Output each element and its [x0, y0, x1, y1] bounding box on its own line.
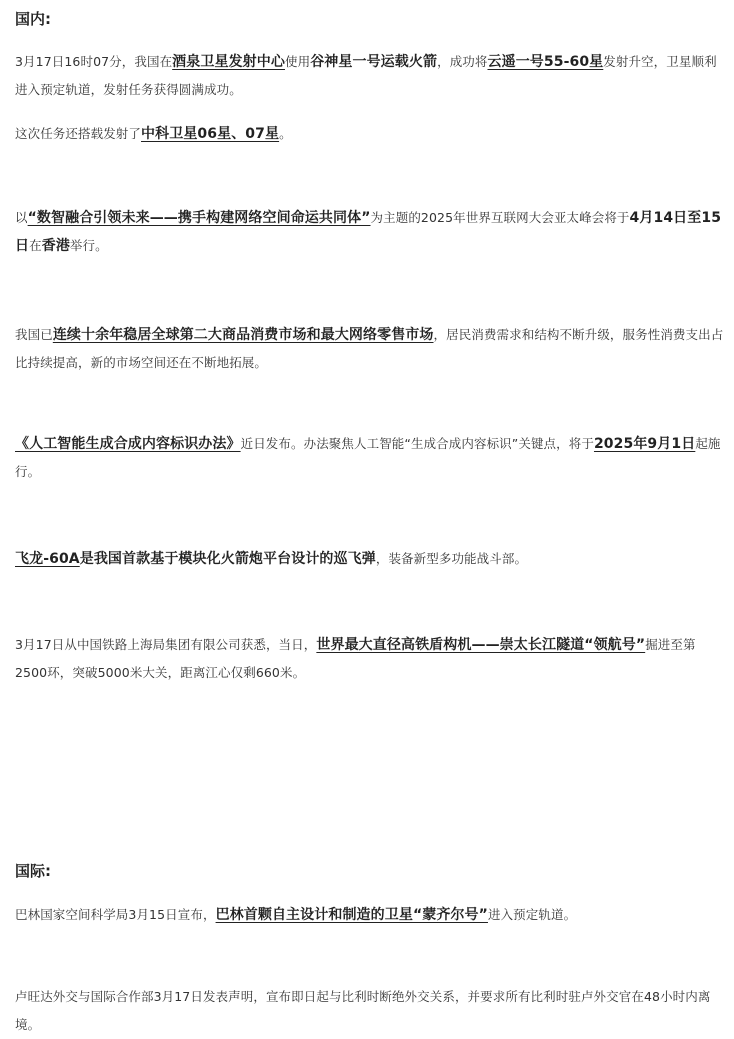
highlight-text: 云遥一号55-60星 [487, 54, 604, 70]
body-text: ，居民消费需求和结构不断升级，服务性消费支出占比持续提高，新的市场空间还在不断地拓展。 [15, 327, 724, 370]
news-item [15, 430, 727, 486]
body-text: 3月17日16时07分，我国在 [15, 54, 173, 69]
highlight-text: “数智融合引领未来——携手构建网络空间命运共同体” [27, 210, 371, 226]
highlight-text: 2025年9月1日 [593, 436, 696, 452]
body-text: 进入预定轨道。 [487, 907, 577, 922]
news-item [15, 545, 727, 573]
body-text: ，装备新型多功能战斗部。 [375, 551, 528, 566]
highlight-text: 巴林首颗自主设计和制造的卫星“蒙齐尔号” [215, 907, 488, 923]
bold-text: 是我国首款基于模块化火箭炮平台设计的巡飞弹 [79, 551, 376, 567]
news-item [15, 120, 727, 148]
news-item [15, 48, 727, 104]
body-text: 我国已 [15, 327, 53, 342]
news-item [15, 204, 727, 260]
news-item [15, 983, 727, 1039]
body-text: 卢旺达外交与国际合作部3月17日发表声明，宣布即日起与比利时断绝外交关系，并要求所有比利时驻卢外交官在48小时内离境。 [15, 989, 711, 1032]
body-text: 起施行。 [15, 436, 721, 479]
section-heading-domestic: 国内: [15, 10, 51, 28]
highlight-text: 连续十余年稳居全球第二大商品消费市场和最大网络零售市场 [52, 327, 434, 343]
body-text: 发射升空，卫星顺利进入预定轨道，发射任务获得圆满成功。 [15, 54, 717, 97]
highlight-text: 飞龙-60A [15, 551, 80, 567]
highlight-text: 酒泉卫星发射中心 [172, 54, 285, 70]
body-text: 为主题的2025年世界互联网大会亚太峰会将于 [370, 210, 630, 225]
body-text: 这次任务还搭载发射了 [15, 126, 142, 141]
news-item [15, 321, 727, 377]
section-heading-international: 国际: [15, 862, 51, 880]
bold-text: 4月14日至15日 [15, 210, 722, 254]
bold-text: 香港 [41, 238, 70, 254]
body-text: 巴林国家空间科学局3月15日宣布， [15, 907, 216, 922]
body-text: 举行。 [69, 238, 108, 253]
body-text: 。 [279, 126, 292, 141]
bold-text: 谷神星一号运载火箭 [310, 54, 438, 70]
news-item [15, 901, 727, 929]
news-item [15, 631, 727, 687]
body-text: 3月17日从中国铁路上海局集团有限公司获悉，当日， [15, 637, 317, 652]
body-text: 近日发布。办法聚焦人工智能“生成合成内容标识”关键点，将于 [240, 436, 594, 451]
highlight-text: 《人工智能生成合成内容标识办法》 [15, 436, 241, 452]
body-text: 在 [29, 238, 42, 253]
highlight-text: 中科卫星06星、07星 [141, 126, 280, 142]
highlight-text: 世界最大直径高铁盾构机——崇太长江隧道“领航号” [316, 637, 646, 653]
body-text: 以 [15, 210, 28, 225]
body-text: 使用 [284, 54, 311, 69]
body-text: 掘进至第2500环，突破5000米大关，距离江心仅剩660米。 [15, 637, 696, 680]
body-text: ，成功将 [437, 54, 488, 69]
